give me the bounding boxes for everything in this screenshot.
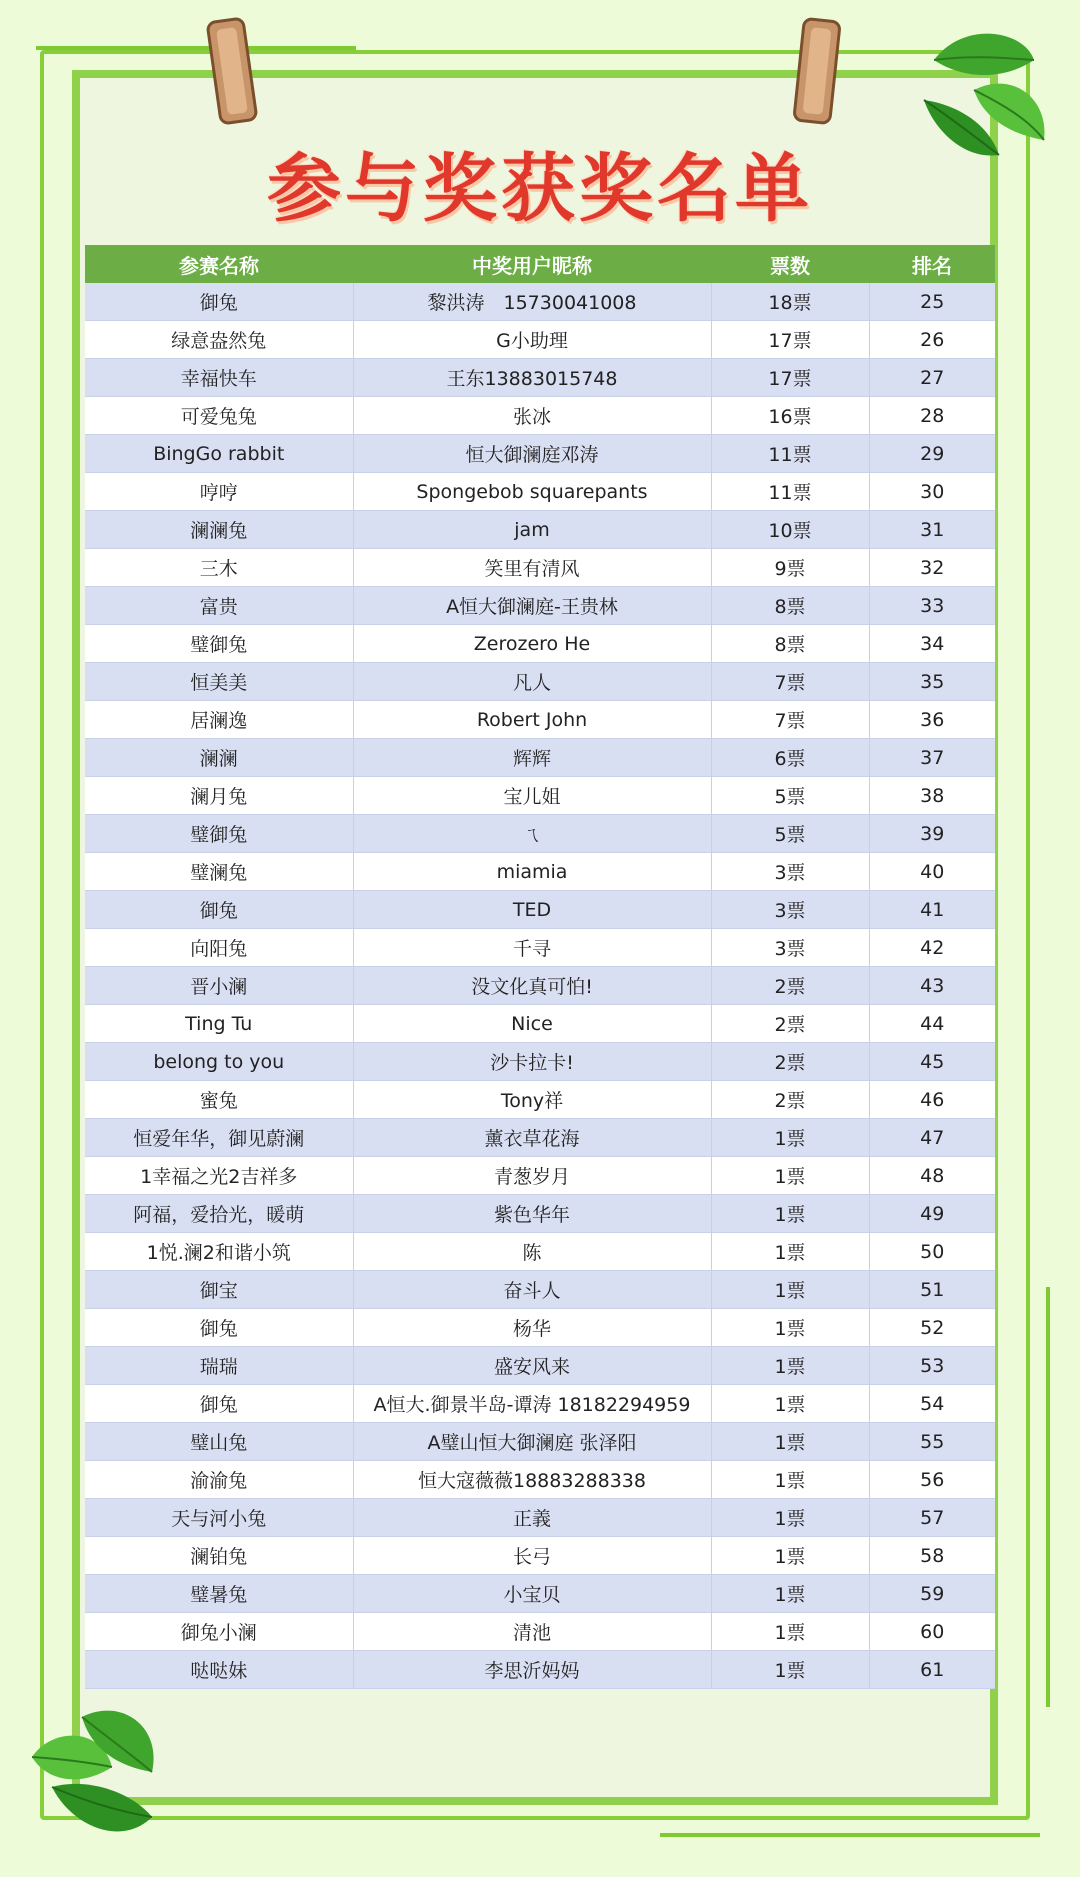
votes-cell: 1票 (711, 1423, 869, 1461)
entry-name-cell: belong to you (85, 1043, 353, 1081)
winner-nickname-cell: jam (353, 511, 711, 549)
entry-name-cell: 璧澜兔 (85, 853, 353, 891)
frame-brush-stroke (1046, 1287, 1050, 1707)
entry-name-cell: 御兔 (85, 283, 353, 321)
winner-nickname-cell: 正義 (353, 1499, 711, 1537)
rank-cell: 50 (869, 1233, 995, 1271)
entry-name-cell: 1悦.澜2和谐小筑 (85, 1233, 353, 1271)
winner-nickname-cell: 清池 (353, 1613, 711, 1651)
entry-name-cell: 御兔 (85, 891, 353, 929)
winner-nickname-cell: 张冰 (353, 397, 711, 435)
votes-cell: 11票 (711, 435, 869, 473)
entry-name-cell: 瑞瑞 (85, 1347, 353, 1385)
table-row (85, 511, 995, 549)
table-row (85, 1157, 995, 1195)
table-row (85, 1233, 995, 1271)
entry-name-cell: 璧御兔 (85, 815, 353, 853)
rank-cell: 58 (869, 1537, 995, 1575)
winner-nickname-cell: G小助理 (353, 321, 711, 359)
table-row (85, 283, 995, 321)
votes-cell: 18票 (711, 283, 869, 321)
rank-cell: 61 (869, 1651, 995, 1689)
table-row (85, 777, 995, 815)
entry-name-cell: 晋小澜 (85, 967, 353, 1005)
table-row (85, 587, 995, 625)
votes-cell: 7票 (711, 663, 869, 701)
entry-name-cell: 哒哒妹 (85, 1651, 353, 1689)
header-votes: 票数 (711, 245, 869, 283)
winner-nickname-cell: 笑里有清风 (353, 549, 711, 587)
winner-nickname-cell: A恒大.御景半岛-谭涛 18182294959 (353, 1385, 711, 1423)
table-body (85, 283, 995, 1689)
winner-nickname-cell: ㄟ (353, 815, 711, 853)
winner-nickname-cell: Spongebob squarepants (353, 473, 711, 511)
votes-cell: 3票 (711, 891, 869, 929)
table-row (85, 1119, 995, 1157)
winner-nickname-cell: TED (353, 891, 711, 929)
votes-cell: 1票 (711, 1613, 869, 1651)
rank-cell: 26 (869, 321, 995, 359)
rank-cell: 51 (869, 1271, 995, 1309)
winner-nickname-cell: 长弓 (353, 1537, 711, 1575)
entry-name-cell: 璧御兔 (85, 625, 353, 663)
rank-cell: 45 (869, 1043, 995, 1081)
winner-nickname-cell: 沙卡拉卡! (353, 1043, 711, 1081)
table-row (85, 815, 995, 853)
entry-name-cell: 居澜逸 (85, 701, 353, 739)
rank-cell: 43 (869, 967, 995, 1005)
rank-cell: 54 (869, 1385, 995, 1423)
rank-cell: 40 (869, 853, 995, 891)
leaf-cluster-icon (22, 1697, 172, 1847)
rank-cell: 38 (869, 777, 995, 815)
rank-cell: 46 (869, 1081, 995, 1119)
rank-cell: 48 (869, 1157, 995, 1195)
entry-name-cell: 御兔 (85, 1309, 353, 1347)
winner-nickname-cell: A恒大御澜庭-王贵林 (353, 587, 711, 625)
votes-cell: 2票 (711, 1043, 869, 1081)
rank-cell: 34 (869, 625, 995, 663)
table-row (85, 853, 995, 891)
entry-name-cell: 澜澜兔 (85, 511, 353, 549)
entry-name-cell: 富贵 (85, 587, 353, 625)
winners-table (85, 245, 995, 1689)
table-row (85, 473, 995, 511)
table-row (85, 739, 995, 777)
rank-cell: 57 (869, 1499, 995, 1537)
header-entry-name: 参赛名称 (85, 245, 353, 283)
votes-cell: 11票 (711, 473, 869, 511)
votes-cell: 6票 (711, 739, 869, 777)
votes-cell: 2票 (711, 1081, 869, 1119)
votes-cell: 1票 (711, 1499, 869, 1537)
rank-cell: 60 (869, 1613, 995, 1651)
table-row (85, 1043, 995, 1081)
winner-nickname-cell: 宝儿姐 (353, 777, 711, 815)
winner-nickname-cell: 紫色华年 (353, 1195, 711, 1233)
rank-cell: 47 (869, 1119, 995, 1157)
entry-name-cell: 蜜兔 (85, 1081, 353, 1119)
votes-cell: 2票 (711, 967, 869, 1005)
table-row (85, 397, 995, 435)
votes-cell: 7票 (711, 701, 869, 739)
votes-cell: 1票 (711, 1651, 869, 1689)
entry-name-cell: 哼哼 (85, 473, 353, 511)
winner-nickname-cell: 王东13883015748 (353, 359, 711, 397)
table-row (85, 1613, 995, 1651)
votes-cell: 8票 (711, 625, 869, 663)
votes-cell: 3票 (711, 853, 869, 891)
entry-name-cell: 天与河小兔 (85, 1499, 353, 1537)
winner-nickname-cell: 恒大寇薇薇18883288338 (353, 1461, 711, 1499)
winner-nickname-cell: 奋斗人 (353, 1271, 711, 1309)
table-row (85, 1499, 995, 1537)
votes-cell: 5票 (711, 815, 869, 853)
rank-cell: 36 (869, 701, 995, 739)
header-rank: 排名 (869, 245, 995, 283)
table-row (85, 891, 995, 929)
rank-cell: 42 (869, 929, 995, 967)
entry-name-cell: 璧山兔 (85, 1423, 353, 1461)
entry-name-cell: 御宝 (85, 1271, 353, 1309)
rank-cell: 44 (869, 1005, 995, 1043)
table-row (85, 321, 995, 359)
table-row (85, 929, 995, 967)
table-row (85, 1005, 995, 1043)
winner-nickname-cell: 青葱岁月 (353, 1157, 711, 1195)
page-title: 参与奖获奖名单 (267, 146, 813, 232)
votes-cell: 9票 (711, 549, 869, 587)
rank-cell: 33 (869, 587, 995, 625)
votes-cell: 5票 (711, 777, 869, 815)
table-row (85, 359, 995, 397)
table-row (85, 1423, 995, 1461)
entry-name-cell: 澜澜 (85, 739, 353, 777)
votes-cell: 1票 (711, 1347, 869, 1385)
rank-cell: 29 (869, 435, 995, 473)
winner-nickname-cell: Robert John (353, 701, 711, 739)
entry-name-cell: Ting Tu (85, 1005, 353, 1043)
votes-cell: 1票 (711, 1309, 869, 1347)
winner-nickname-cell: Zerozero He (353, 625, 711, 663)
rank-cell: 41 (869, 891, 995, 929)
votes-cell: 1票 (711, 1537, 869, 1575)
rank-cell: 27 (869, 359, 995, 397)
winner-nickname-cell: Tony祥 (353, 1081, 711, 1119)
votes-cell: 17票 (711, 321, 869, 359)
rank-cell: 31 (869, 511, 995, 549)
header-winner-nickname: 中奖用户昵称 (353, 245, 711, 283)
table-row (85, 1461, 995, 1499)
table-row (85, 1575, 995, 1613)
rank-cell: 55 (869, 1423, 995, 1461)
rank-cell: 52 (869, 1309, 995, 1347)
votes-cell: 16票 (711, 397, 869, 435)
rank-cell: 59 (869, 1575, 995, 1613)
table-row (85, 1309, 995, 1347)
votes-cell: 1票 (711, 1195, 869, 1233)
winner-nickname-cell: 千寻 (353, 929, 711, 967)
entry-name-cell: 御兔小澜 (85, 1613, 353, 1651)
winner-nickname-cell: Nice (353, 1005, 711, 1043)
winner-nickname-cell: 小宝贝 (353, 1575, 711, 1613)
entry-name-cell: BingGo rabbit (85, 435, 353, 473)
winner-nickname-cell: 盛安风来 (353, 1347, 711, 1385)
votes-cell: 1票 (711, 1233, 869, 1271)
table-header-row (85, 245, 995, 283)
winner-nickname-cell: 薰衣草花海 (353, 1119, 711, 1157)
table-row (85, 435, 995, 473)
winner-nickname-cell: 杨华 (353, 1309, 711, 1347)
entry-name-cell: 幸福快车 (85, 359, 353, 397)
winner-nickname-cell: 凡人 (353, 663, 711, 701)
winner-nickname-cell: A璧山恒大御澜庭 张泽阳 (353, 1423, 711, 1461)
entry-name-cell: 可爱兔兔 (85, 397, 353, 435)
table-row (85, 1081, 995, 1119)
votes-cell: 2票 (711, 1005, 869, 1043)
winner-nickname-cell: miamia (353, 853, 711, 891)
rank-cell: 30 (869, 473, 995, 511)
rank-cell: 37 (869, 739, 995, 777)
table-row (85, 1537, 995, 1575)
frame-brush-stroke (660, 1833, 1040, 1837)
votes-cell: 17票 (711, 359, 869, 397)
table-row (85, 967, 995, 1005)
table-row (85, 1195, 995, 1233)
entry-name-cell: 澜铂兔 (85, 1537, 353, 1575)
entry-name-cell: 璧暑兔 (85, 1575, 353, 1613)
winners-table-container (85, 245, 995, 1689)
rank-cell: 56 (869, 1461, 995, 1499)
entry-name-cell: 1幸福之光2吉祥多 (85, 1157, 353, 1195)
winner-nickname-cell: 陈 (353, 1233, 711, 1271)
rank-cell: 28 (869, 397, 995, 435)
rank-cell: 53 (869, 1347, 995, 1385)
table-row (85, 1385, 995, 1423)
votes-cell: 3票 (711, 929, 869, 967)
entry-name-cell: 向阳兔 (85, 929, 353, 967)
table-row (85, 1271, 995, 1309)
rank-cell: 25 (869, 283, 995, 321)
votes-cell: 1票 (711, 1385, 869, 1423)
entry-name-cell: 三木 (85, 549, 353, 587)
votes-cell: 1票 (711, 1575, 869, 1613)
winner-nickname-cell: 没文化真可怕! (353, 967, 711, 1005)
entry-name-cell: 阿福，爱拾光，暖萌 (85, 1195, 353, 1233)
votes-cell: 1票 (711, 1461, 869, 1499)
winner-nickname-cell: 恒大御澜庭邓涛 (353, 435, 711, 473)
entry-name-cell: 御兔 (85, 1385, 353, 1423)
entry-name-cell: 绿意盎然兔 (85, 321, 353, 359)
table-row (85, 549, 995, 587)
entry-name-cell: 恒爱年华，御见蔚澜 (85, 1119, 353, 1157)
rank-cell: 35 (869, 663, 995, 701)
entry-name-cell: 恒美美 (85, 663, 353, 701)
table-row (85, 663, 995, 701)
table-row (85, 701, 995, 739)
votes-cell: 1票 (711, 1119, 869, 1157)
table-row (85, 1347, 995, 1385)
winner-nickname-cell: 黎洪涛 15730041008 (353, 283, 711, 321)
table-row (85, 1651, 995, 1689)
rank-cell: 32 (869, 549, 995, 587)
table-row (85, 625, 995, 663)
winner-nickname-cell: 李思沂妈妈 (353, 1651, 711, 1689)
votes-cell: 1票 (711, 1157, 869, 1195)
votes-cell: 8票 (711, 587, 869, 625)
votes-cell: 10票 (711, 511, 869, 549)
winner-nickname-cell: 辉辉 (353, 739, 711, 777)
rank-cell: 49 (869, 1195, 995, 1233)
votes-cell: 1票 (711, 1271, 869, 1309)
rank-cell: 39 (869, 815, 995, 853)
entry-name-cell: 澜月兔 (85, 777, 353, 815)
entry-name-cell: 渝渝兔 (85, 1461, 353, 1499)
